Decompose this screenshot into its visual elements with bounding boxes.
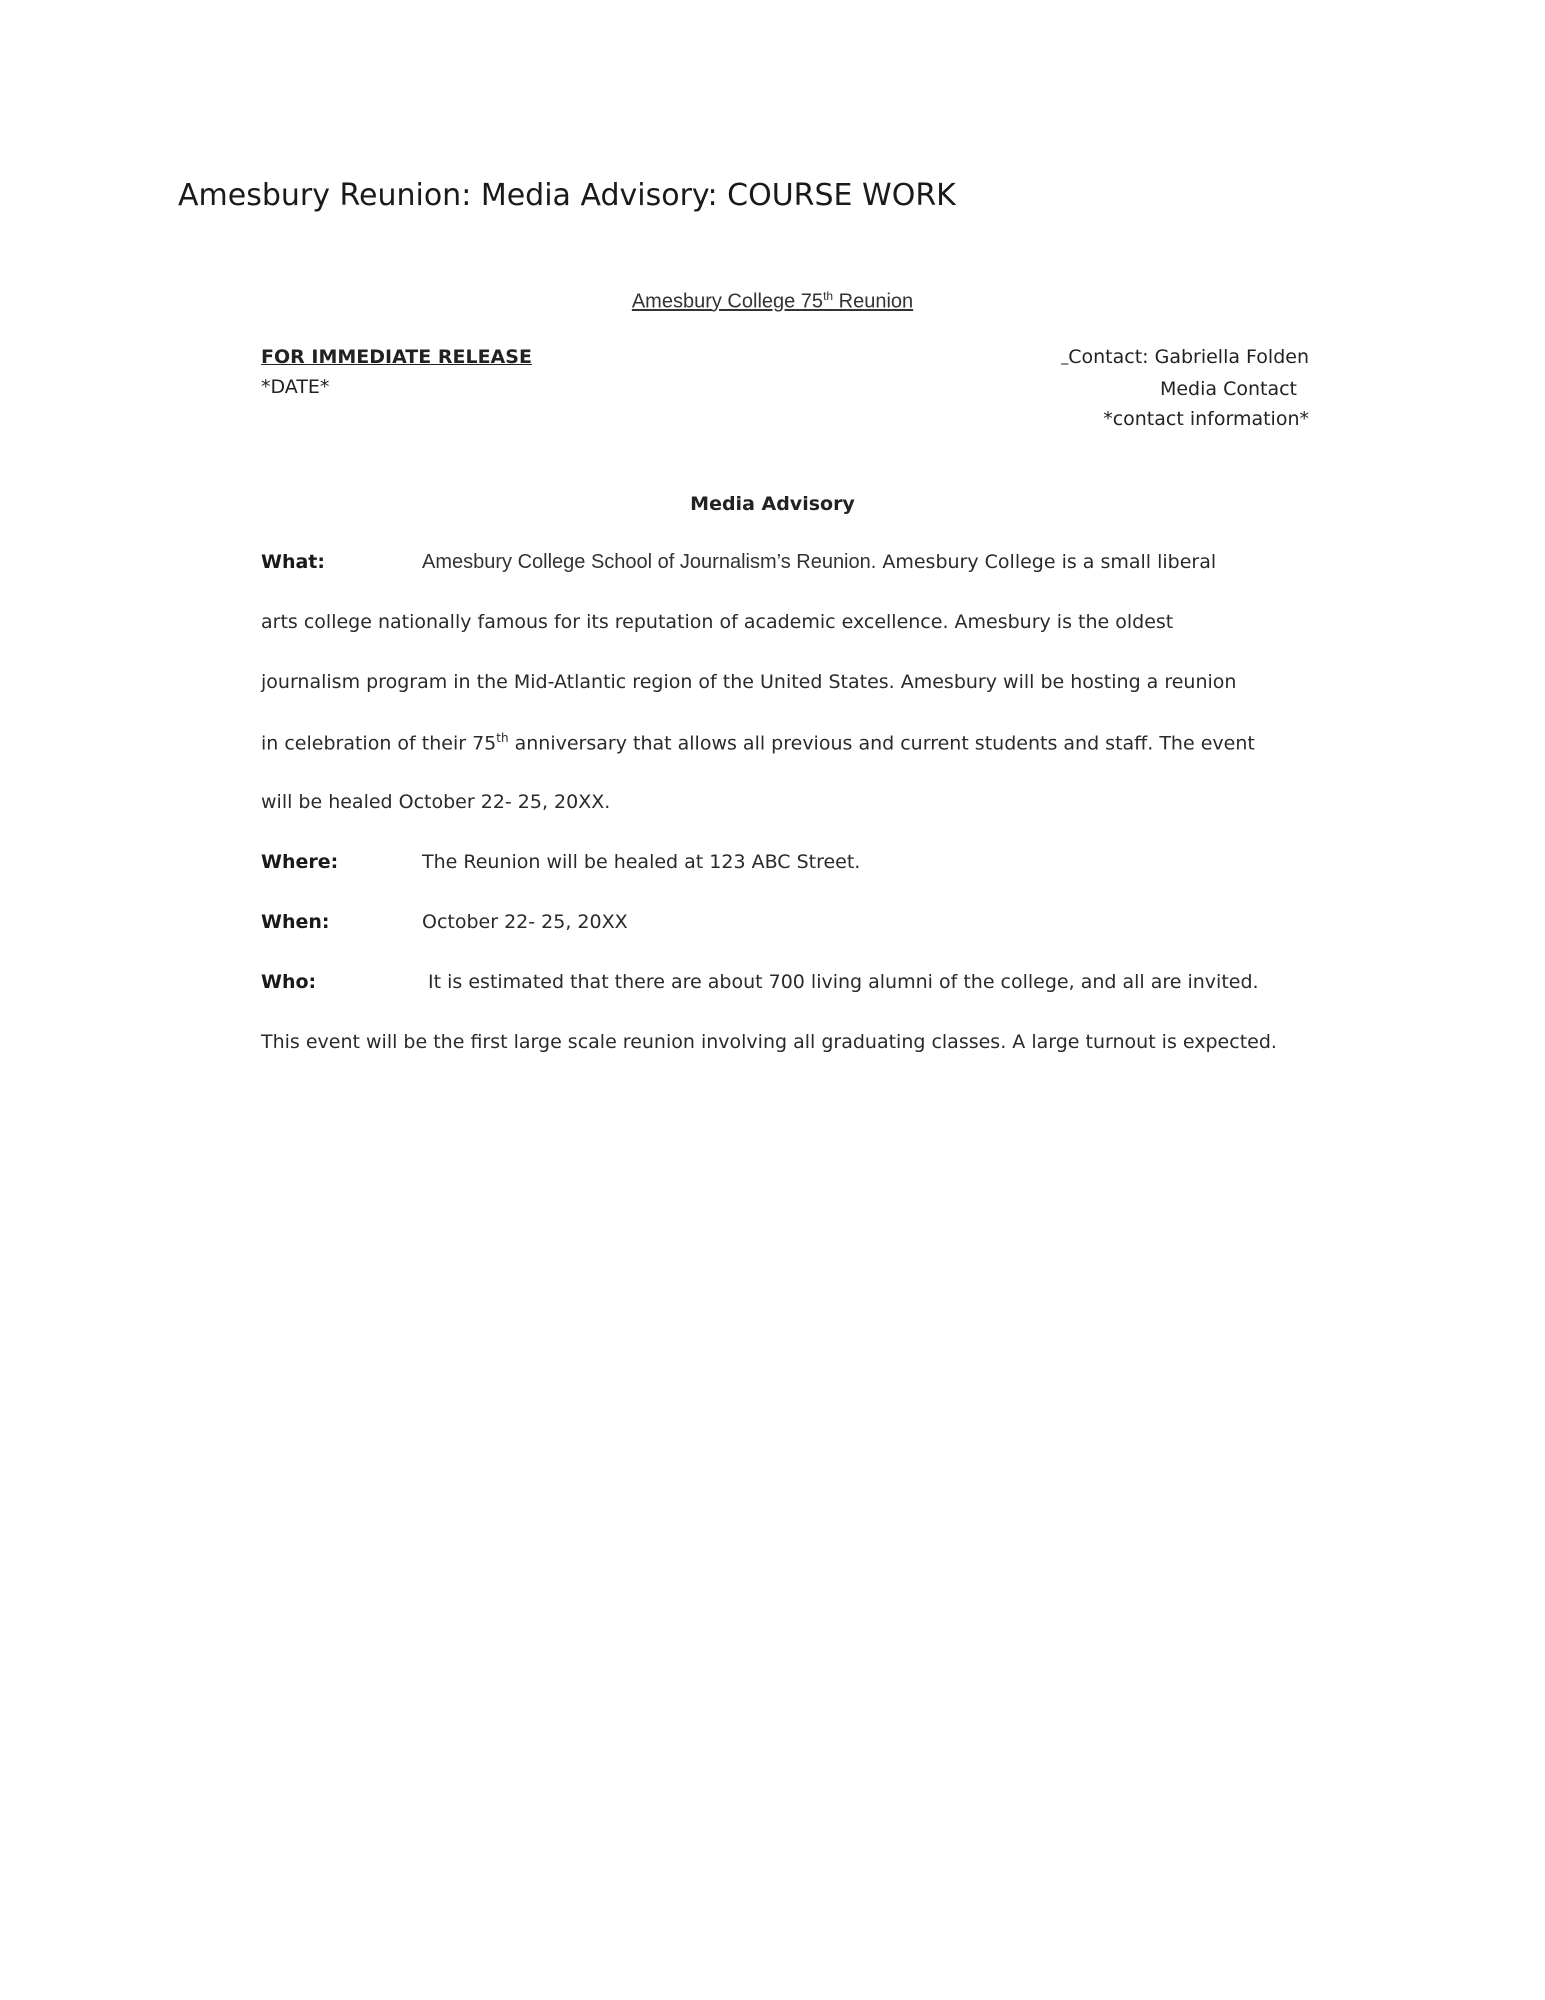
what-text-4-superscript: th — [496, 731, 509, 745]
contact-role: Media Contact — [1159, 378, 1297, 400]
where-text: The Reunion will be healed at 123 ABC Street. — [422, 851, 861, 873]
where-line — [261, 851, 860, 873]
who-text: It is estimated that there are about 700 living alumni of the college, and all are invited. — [422, 971, 1259, 993]
document-title — [0, 289, 1545, 314]
contact-block — [1061, 342, 1309, 434]
what-line-2: arts college nationally famous for its reputation of academic excellence. Amesbury is the oldest — [261, 611, 1174, 633]
what-text-1b: Amesbury College is a small liberal — [876, 551, 1217, 573]
what-text-4b: anniversary that allows all previous and current students and staff. The event — [508, 732, 1255, 755]
document-title-rest: Reunion — [833, 290, 914, 313]
what-line-5: will be healed October 22- 25, 20XX. — [261, 791, 611, 813]
contact-info: *contact information* — [1103, 408, 1309, 430]
document-title-prefix: Amesbury College 75 — [631, 290, 824, 313]
where-label: Where: — [261, 851, 339, 873]
what-label: What: — [261, 551, 325, 573]
what-line-4 — [261, 731, 1255, 754]
contact-name: _ Contact: Gabriella Folden — [1061, 342, 1309, 374]
what-text-4a: in celebration of their 75 — [261, 732, 497, 755]
what-line-1 — [261, 551, 1216, 574]
who-line-1 — [261, 971, 1259, 993]
release-date: *DATE* — [261, 376, 330, 398]
who-line-2: This event will be the first large scale reunion involving all graduating classes. A large turnout is expected. — [261, 1031, 1277, 1053]
page-heading: Amesbury Reunion: Media Advisory: COURSE WORK — [178, 178, 956, 213]
when-line — [261, 911, 628, 933]
who-label: Who: — [261, 971, 317, 993]
release-block — [261, 342, 532, 402]
release-label: FOR IMMEDIATE RELEASE — [261, 346, 532, 368]
document-title-superscript: th — [823, 289, 834, 303]
when-label: When: — [261, 911, 330, 933]
when-text: October 22- 25, 20XX — [422, 911, 628, 933]
what-text-1a: Amesbury College School of Journalism’s Reunion. — [422, 551, 877, 573]
what-line-3: journalism program in the Mid-Atlantic region of the United States. Amesbury will be hosting a reunion — [261, 671, 1237, 693]
advisory-heading: Media Advisory — [690, 493, 855, 515]
